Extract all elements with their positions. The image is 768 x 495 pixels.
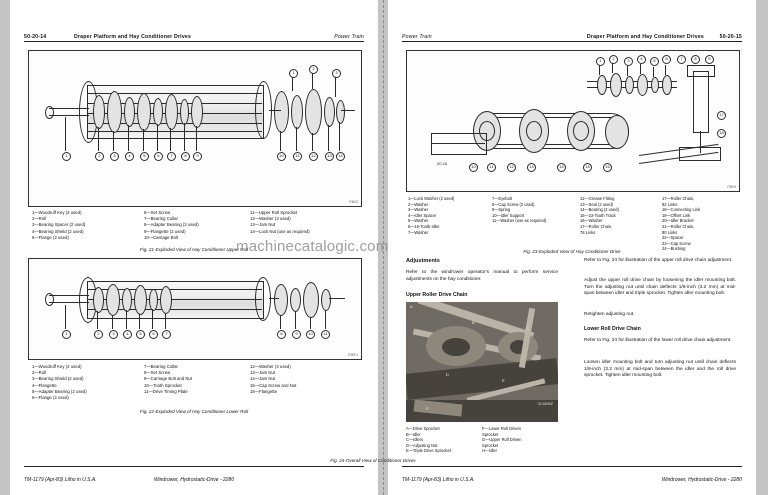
legend-item: 12—Washer (3 used) (250, 216, 291, 222)
legend-item: 6—15-Tooth Idler (408, 223, 440, 229)
callout-5: 5 (650, 57, 659, 66)
legend-item: 9—Flangette (2 used) (144, 228, 186, 234)
legend-item: 13—Seal (2 used) (580, 201, 613, 207)
callout-1: 1 (596, 57, 605, 66)
callout-10: 10 (277, 152, 286, 161)
legend-item: 5—Flange (2 used) (32, 234, 69, 240)
legend-item: A—Drive Sprocket (406, 426, 440, 431)
legend-item: 15—Cap Screw and Nut (250, 382, 297, 388)
legend-item: 18—Connecting Link (662, 207, 701, 213)
figure-24-tag: XC44H9Z (538, 402, 553, 406)
legend-item: 10—Idler Support (492, 212, 525, 218)
upper-roller-drive-chain-heading: Upper Roller Drive Chain (406, 292, 468, 298)
legend-item: 10—Tooth Sprocket (144, 382, 182, 388)
callout-17: 17 (717, 111, 726, 120)
header-page-number: 50-20-14 (24, 34, 47, 40)
legend-item: 4—Bearing Shield (2 used) (32, 228, 84, 234)
callout-14: 14 (557, 163, 566, 172)
callout-10: 10 (469, 163, 478, 172)
legend-item: 5—Adapter Bearing (2 used) (32, 388, 87, 394)
callout-6: 6 (154, 152, 163, 161)
legend-item: B—Idler (406, 431, 421, 437)
callout-2: 2 (95, 152, 104, 161)
legend-item: 16—Flangette (250, 388, 277, 394)
figure-23-tag: F3KH (727, 185, 736, 189)
legend-item: 7—Eyebolt (492, 196, 513, 201)
adjustments-heading: Adjustments (406, 258, 440, 264)
footer-model: Windrower, Hydrostatic-Drive - 2280 (661, 477, 742, 483)
callout-4: 4 (125, 152, 134, 161)
legend-item: 1—Woodruff Key (2 used) (32, 364, 82, 369)
lower-chain-para-1: Refer to Fig. 24 for illustration of the lower roll drive chain adjustment. (584, 338, 732, 343)
legend-item: 10—Carriage Bolt (144, 234, 179, 240)
header-section-title: Draper Platform and Hay Conditioner Drives (74, 34, 192, 40)
callout-8: 8 (277, 330, 286, 339)
legend-item: 11—Drive Timing Plate (144, 388, 188, 394)
legend-item: 20—Idler Bracket (662, 218, 694, 224)
legend-item: 22—Spacer (662, 235, 684, 241)
footer-model: Windrower, Hydrostatic-Drive - 2280 (153, 477, 235, 483)
legend-item: 21—Roller Chain, (662, 223, 695, 229)
callout-6: 6 (149, 330, 158, 339)
callout-top-1: 1 (289, 69, 298, 78)
legend-item: 8—Adapter Bearing (2 used) (144, 222, 199, 228)
callout-6: 6 (662, 55, 671, 64)
photo-label-e: E (502, 378, 505, 383)
callout-18: 18 (717, 129, 726, 138)
callout-1: 1 (62, 152, 71, 161)
figure-24-photo (406, 302, 558, 422)
watermark: machinecatalogic.com (236, 238, 389, 255)
callout-7: 7 (677, 55, 686, 64)
adjustments-intro: Refer to the windrower operator's manual to perform service adjustments on the hay conditioner. (406, 270, 558, 282)
legend-item: 13—Jam Nut (250, 222, 276, 228)
callout-13: 13 (527, 163, 536, 172)
callout-5: 5 (136, 330, 145, 339)
callout-12: 12 (309, 152, 318, 161)
callout-9: 9 (705, 55, 714, 64)
callout-12: 12 (507, 163, 516, 172)
legend-item: 80 Links (662, 229, 678, 235)
callout-8: 8 (181, 152, 190, 161)
legend-item: 8—Cap Screw (2 used) (492, 201, 535, 207)
legend-item: 19—Offset Link (662, 212, 691, 218)
legend-item: 5—Washer (408, 218, 429, 224)
callout-top-3: 3 (332, 69, 341, 78)
legend-item: 14—Bearing (2 used) (580, 207, 619, 213)
callout-3: 3 (110, 152, 119, 161)
callout-9: 9 (292, 330, 301, 339)
callout-9: 9 (193, 152, 202, 161)
figure-24-caption: Fig. 24-Overall View of Conditioner Drives (330, 458, 416, 463)
figure-24-legend (406, 426, 558, 460)
callout-10: 10 (306, 330, 315, 339)
legend-item: 7—Washer (408, 229, 429, 235)
legend-item: H—Idler (482, 448, 498, 454)
header-group-title: Power Train (402, 34, 432, 40)
legend-item: 3—Bearing Spacer (2 used) (32, 222, 86, 228)
callout-2: 2 (609, 55, 618, 64)
callout-11: 11 (293, 152, 302, 161)
photo-label-b: B (472, 320, 475, 325)
legend-item: 4—Flangette (32, 382, 57, 388)
footer-manual-number: TM-1179 (Apr-83) Litho in U.S.A. (24, 477, 97, 483)
callout-13: 13 (325, 152, 334, 161)
legend-item: 7—Bearing Collar (144, 216, 178, 222)
figure-21-tag: F3KG (349, 200, 358, 204)
photo-label-d: D (446, 372, 449, 377)
callout-7: 7 (162, 330, 171, 339)
footer-manual-number: TM-1179 (Apr-83) Litho in U.S.A. (402, 477, 475, 483)
legend-item: 82 Links (662, 201, 678, 207)
legend-item: 15—23-Tooth Track (580, 212, 616, 218)
legend-item: 6—Set Screw (144, 210, 171, 215)
legend-item: 78 Links (580, 229, 596, 235)
callout-5: 5 (140, 152, 149, 161)
figure-22-tag: F3KF1 (347, 353, 358, 357)
legend-item: E—Triple Drive Sprocket (406, 448, 451, 454)
legend-item: 14—Lock Nut (use as required) (250, 228, 310, 234)
callout-11: 11 (487, 163, 496, 172)
legend-item: 4—Idler Spacer (408, 212, 437, 218)
legend-item: 2—Roll (32, 370, 47, 376)
legend-item: 12—Washer (3 used) (250, 364, 291, 369)
upper-chain-para-1: Refer to Fig. 24 for illustration of the upper roll drive chain adjustment. (584, 258, 733, 263)
legend-item: F—Lower Roll Driven (482, 426, 521, 431)
legend-item: 13—Jam Nut (250, 370, 276, 376)
figure-21-caption: Fig. 21-Exploded View of Hay Conditioner Upper Roll (139, 247, 249, 252)
callout-top-2: 2 (309, 65, 318, 74)
footer-rule (402, 466, 742, 467)
callout-2: 2 (94, 330, 103, 339)
legend-item: 1—Woodruff Key (2 used) (32, 210, 82, 215)
legend-item: 3—Bearing Shield (2 used) (32, 376, 84, 382)
figure-22-lower-roll (28, 258, 362, 360)
lower-roll-drive-chain-heading: Lower Roll Drive Chain (584, 326, 641, 332)
legend-item: 16—Washer (580, 218, 603, 224)
figure-21-upper-roll (28, 50, 362, 207)
legend-item: 2—Roll (32, 216, 47, 222)
photo-label-c: C (526, 326, 529, 331)
callout-3: 3 (109, 330, 118, 339)
legend-item: 17—Roller Chain, (580, 223, 613, 229)
legend-item: Sprocket (482, 431, 499, 437)
legend-item: 12—Grease Fitting (580, 196, 615, 201)
legend-item: 14—Jam Nut (250, 376, 276, 382)
legend-item: Sprocket (482, 442, 499, 448)
header-section-title: Draper Platform and Hay Conditioner Drives (586, 34, 704, 40)
header-group-title: Power Train (334, 34, 364, 40)
figure-23-caption: Fig. 23-Exploded View of Hay Conditioner Drive (523, 249, 621, 254)
legend-item: 7—Bearing Collar (144, 364, 178, 369)
footer-rule (24, 466, 364, 467)
callout-1: 1 (62, 330, 71, 339)
upper-chain-para-3: Retighten adjusting nut. (584, 312, 635, 317)
legend-item: 11—Upper Roll Sprocket (250, 210, 298, 215)
callout-16: 16 (603, 163, 612, 172)
photo-label-f: F (426, 406, 429, 411)
figure-22-caption: Fig. 22-Exploded View of Hay Conditioner Lower Roll (139, 409, 249, 414)
header-rule (24, 41, 364, 42)
upper-chain-para-2: Adjust the upper roll drive chain by loosening the idler mounting bolt. Turn the adjusting nut until chain deflects 1/8-inch (3.2 mm) at mid-span between idler and triple sprocket. Tighten idler mounting bolt. (584, 278, 736, 297)
legend-item: 6—Flange (2 used) (32, 395, 69, 401)
figure-23-inline-label: 20-16 (437, 161, 448, 166)
figure-23-conditioner-drive (406, 50, 740, 192)
legend-item: 17—Roller Chain, (662, 196, 695, 201)
legend-item: 2—Washer (408, 201, 429, 207)
legend-item: 23—Cap Screw (662, 240, 691, 246)
legend-item: C—Idlers (406, 437, 424, 443)
legend-item: 9—Carriage Bolt and Nut (144, 376, 193, 382)
lower-chain-para-2: Loosen idler mounting bolt and turn adjusting nut until chain deflects 1/8-inch (3.2 mm) at mid-span between the idler and the roll drive sprocket. Tighten idler mounting bolt. (584, 360, 736, 379)
callout-8: 8 (691, 55, 700, 64)
callout-3: 3 (624, 57, 633, 66)
header-page-number: 50-20-15 (719, 34, 742, 40)
legend-item: G—Upper Roll Driven (482, 437, 522, 443)
header-rule (402, 41, 742, 42)
callout-14: 14 (336, 152, 345, 161)
legend-item: 9—Spring (492, 207, 511, 213)
callout-11: 11 (321, 330, 330, 339)
legend-item: 1—Lock Washer (2 used) (408, 196, 455, 201)
callout-4: 4 (123, 330, 132, 339)
legend-item: D—Adjusting Nut (406, 442, 438, 448)
legend-item: 8—Set Screw (144, 370, 171, 376)
callout-15: 15 (583, 163, 592, 172)
photo-label-a: A (410, 304, 413, 309)
callout-4: 4 (637, 55, 646, 64)
callout-7: 7 (167, 152, 176, 161)
legend-item: 3—Washer (408, 207, 429, 213)
legend-item: 24—Bushing (662, 246, 686, 252)
figure-22-legend (32, 364, 362, 406)
legend-item: 11—Washer (use as required) (492, 218, 547, 224)
